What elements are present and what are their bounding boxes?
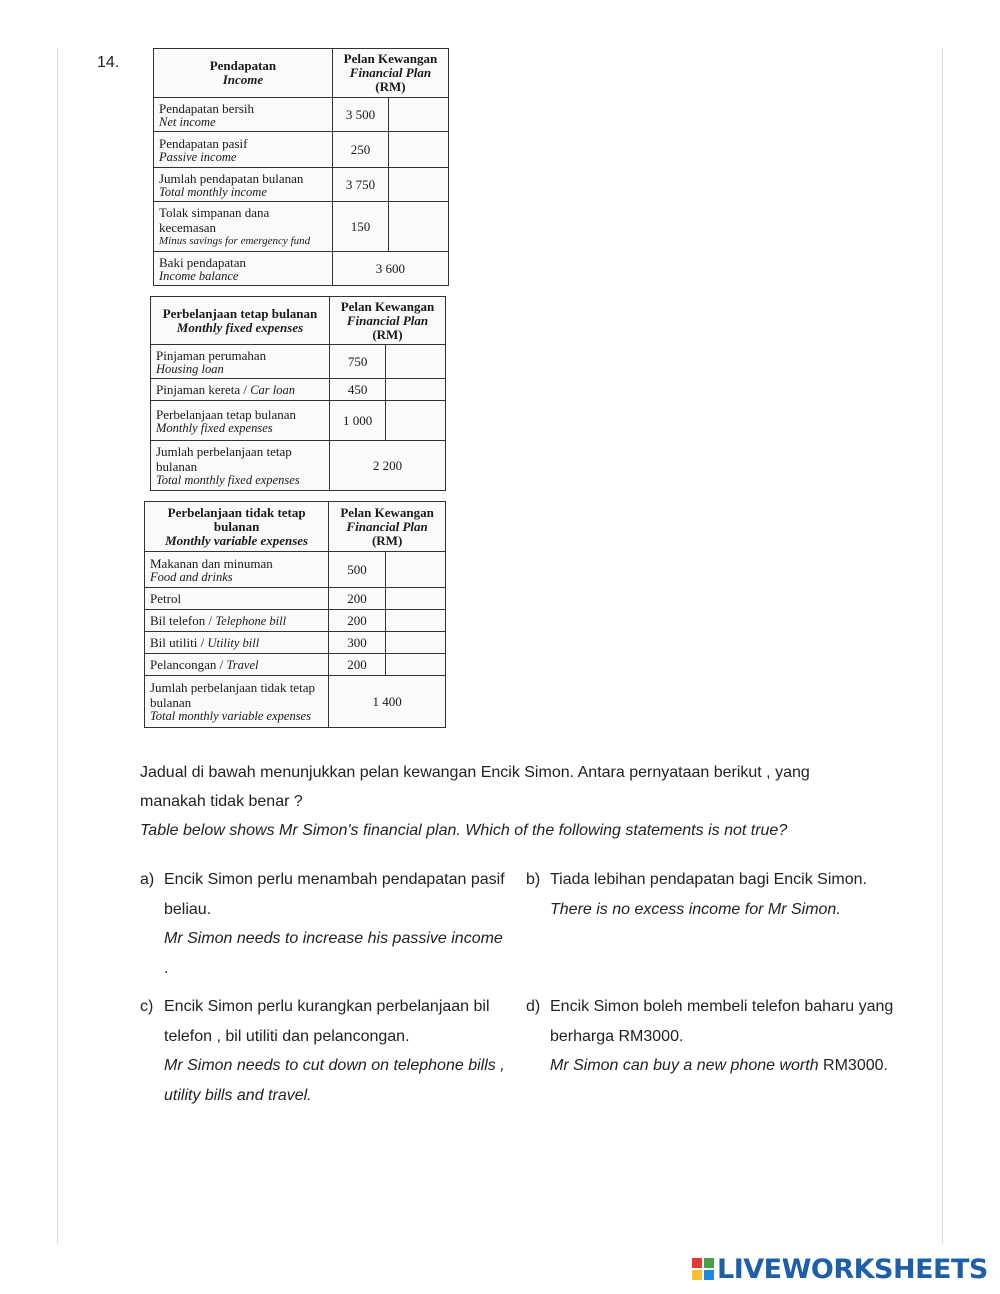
- option-text-english: Mr Simon needs to increase his passive income: [164, 930, 503, 947]
- logo-mark-icon: [692, 1258, 714, 1280]
- option-text-malay: Encik Simon perlu menambah pendapatan pasif beliau.: [164, 871, 505, 918]
- question-number: 14.: [97, 54, 120, 71]
- table-total-row: Jumlah perbelanjaan tidak tetap bulanan Total monthly variable expenses 1 400: [145, 676, 446, 728]
- option-text-malay: Tiada lebihan pendapatan bagi Encik Simon.: [550, 871, 867, 888]
- option-text-english: There is no excess income for Mr Simon.: [550, 900, 841, 918]
- page-border-left: [57, 48, 58, 1244]
- table-row: Jumlah pendapatan bulanan Total monthly income 3 750: [154, 168, 449, 202]
- table-row: Bil utiliti / Utility bill 300: [145, 632, 446, 654]
- variable-expenses-table: [144, 501, 446, 728]
- option-text-malay: Encik Simon boleh membeli telefon baharu yang berharga RM3000.: [550, 998, 894, 1045]
- option-letter: c): [140, 998, 154, 1015]
- option-text-english: Mr Simon needs to cut down on telephone bills , utility bills and travel.: [164, 1057, 505, 1104]
- table-row: Tolak simpanan dana kecemasan Minus savings for emergency fund 150: [154, 202, 449, 252]
- fixed-expenses-table: [150, 296, 446, 491]
- table-row: Pendapatan pasif Passive income 250: [154, 132, 449, 168]
- option-a[interactable]: [140, 865, 515, 983]
- table-row: Pinjaman perumahan Housing loan 750: [151, 345, 446, 379]
- liveworksheets-logo[interactable]: [692, 1254, 988, 1284]
- option-letter: a): [140, 871, 155, 888]
- option-letter: d): [526, 998, 541, 1015]
- question-text-english: Table below shows Mr Simon's financial plan. Which of the following statements is not true?: [140, 822, 788, 839]
- option-text-english: Mr Simon can buy a new phone worth: [550, 1057, 819, 1074]
- table-row: Pelancongan / Travel 200: [145, 654, 446, 676]
- fixed-header: Perbelanjaan tetap bulanan Monthly fixed expenses: [151, 297, 330, 345]
- option-d[interactable]: [526, 992, 916, 1081]
- table-row: Pinjaman kereta / Car loan 450: [151, 379, 446, 401]
- option-b[interactable]: [526, 865, 906, 924]
- page-border-right: [942, 48, 943, 1244]
- variable-header: Perbelanjaan tidak tetap bulanan Monthly variable expenses: [145, 502, 329, 552]
- option-letter: b): [526, 871, 541, 888]
- option-trailing-dot: .: [164, 959, 169, 977]
- income-plan-header: Pelan Kewangan Financial Plan (RM): [332, 49, 448, 98]
- table-row: Pendapatan bersih Net income 3 500: [154, 98, 449, 132]
- income-header: Pendapatan Income: [154, 49, 333, 98]
- table-total-row: Jumlah perbelanjaan tetap bulanan Total monthly fixed expenses 2 200: [151, 441, 446, 491]
- option-c[interactable]: [140, 992, 515, 1110]
- table-row: Perbelanjaan tetap bulanan Monthly fixed expenses 1 000: [151, 401, 446, 441]
- option-text-malay: Encik Simon perlu kurangkan perbelanjaan bil telefon , bil utiliti dan pelancongan.: [164, 998, 490, 1045]
- table-row: Makanan dan minuman Food and drinks 500: [145, 552, 446, 588]
- fixed-plan-header: Pelan Kewangan Financial Plan (RM): [329, 297, 445, 345]
- table-row: Bil telefon / Telephone bill 200: [145, 610, 446, 632]
- option-price: RM3000.: [823, 1057, 888, 1074]
- income-table: [153, 48, 449, 286]
- logo-text: LIVEWORKSHEETS: [717, 1253, 988, 1285]
- question-text-malay: Jadual di bawah menunjukkan pelan kewangan Encik Simon. Antara pernyataan berikut , yang manakah tidak benar ?: [140, 764, 810, 810]
- variable-plan-header: Pelan Kewangan Financial Plan (RM): [329, 502, 446, 552]
- table-row: Petrol 200: [145, 588, 446, 610]
- table-total-row: Baki pendapatan Income balance 3 600: [154, 252, 449, 286]
